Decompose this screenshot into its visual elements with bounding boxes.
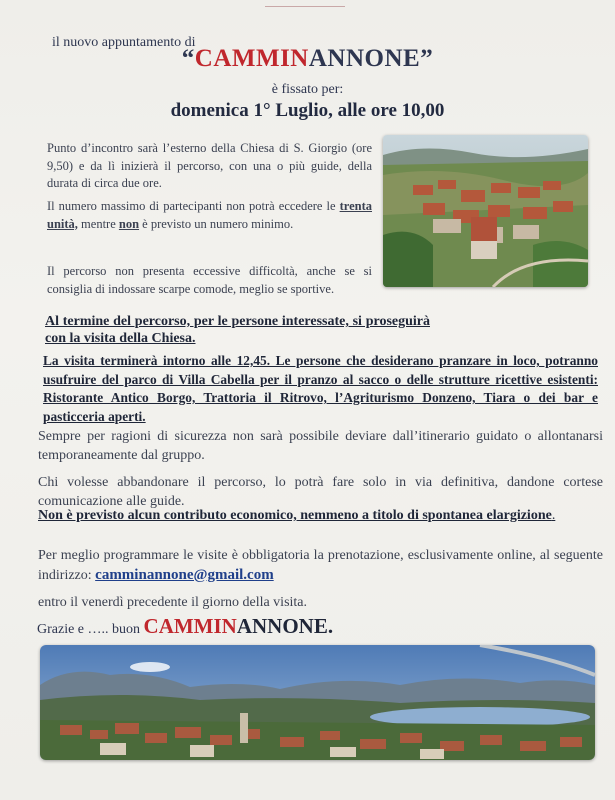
event-title: [0, 45, 615, 73]
difficulty-paragraph: Il percorso non presenta eccessive difficoltà, anche se si consiglia di indossare scarpe comode, meglio se sportive.: [47, 264, 372, 296]
title-red-part: CAMMIN: [194, 45, 309, 72]
closing-brand-red: CAMMIN: [143, 614, 237, 638]
no-fee-text: Non è previsto alcun contributo economico, nemmeno a titolo di spontanea elargizione: [38, 508, 552, 523]
participants-text-3: è previsto un numero minimo.: [139, 216, 294, 231]
no-fee-period: .: [551, 508, 556, 523]
closing-greeting: Grazie e ….. buon: [37, 622, 144, 637]
closing-brand-dark: ANNONE.: [236, 614, 334, 638]
title-dark-part: ANNONE: [308, 45, 421, 72]
meeting-point-paragraph: Punto d’incontro sarà l’esterno della Chiesa di S. Giorgio (ore 9,50) e da lì inizierà il percorso, con una o più guide, della durata di circa due ore.: [47, 141, 372, 190]
leave-paragraph: Chi volesse abbandonare il percorso, lo potrà fare solo in via definitiva, dandone cortese comunicazione alle guide.: [38, 475, 603, 509]
participants-paragraph: [47, 198, 372, 233]
scheduled-line: è fissato per:: [271, 82, 344, 97]
aerial-village-image: [383, 135, 588, 287]
aerial-village-photo: [383, 135, 588, 287]
non-word: non: [118, 216, 140, 231]
top-mark: [265, 0, 345, 7]
safety-paragraph: Sempre per ragioni di sicurezza non sarà possibile deviare dall’itinerario guidato o allontanarsi temporaneamente dal gruppo.: [38, 429, 603, 463]
lunch-paragraph: La visita terminerà intorno alle 12,45. Le persone che desiderano pranzare in loco, potranno usufruire del parco di Villa Cabella per il pranzo al sacco o delle strutture ricettive esistenti: Ristorante Antico Borgo, Trattoria il Ritrovo, l’Agriturismo Donzeno, Tiara o dei bar e pasticceria aperti.: [43, 353, 598, 424]
title-open-quote: “: [181, 45, 195, 72]
closing-line: [37, 614, 333, 639]
no-fee-paragraph: [38, 507, 603, 526]
event-date: domenica 1° Luglio, alle ore 10,00: [170, 100, 445, 121]
booking-text: Per meglio programmare le visite è obbligatoria la prenotazione, esclusivamente online, al seguente indirizzo:: [38, 548, 603, 583]
max-participants: trenta unità,: [47, 199, 372, 231]
intro-line: il nuovo appuntamento di: [52, 35, 196, 50]
participants-text-1: Il numero massimo di partecipanti non potrà eccedere le: [47, 199, 340, 213]
panorama-lake-photo: [40, 645, 595, 760]
participants-text-2: mentre: [77, 216, 119, 231]
title-close-quote: ”: [420, 45, 434, 72]
booking-paragraph: [38, 547, 603, 585]
church-visit-paragraph: Al termine del percorso, per le persone interessate, si proseguirà con la visita della Chiesa.: [45, 314, 430, 346]
deadline-line: entro il venerdì precedente il giorno della visita.: [38, 595, 308, 610]
email-link[interactable]: camminannone@gmail.com: [95, 566, 274, 583]
panorama-lake-image: [40, 645, 595, 760]
